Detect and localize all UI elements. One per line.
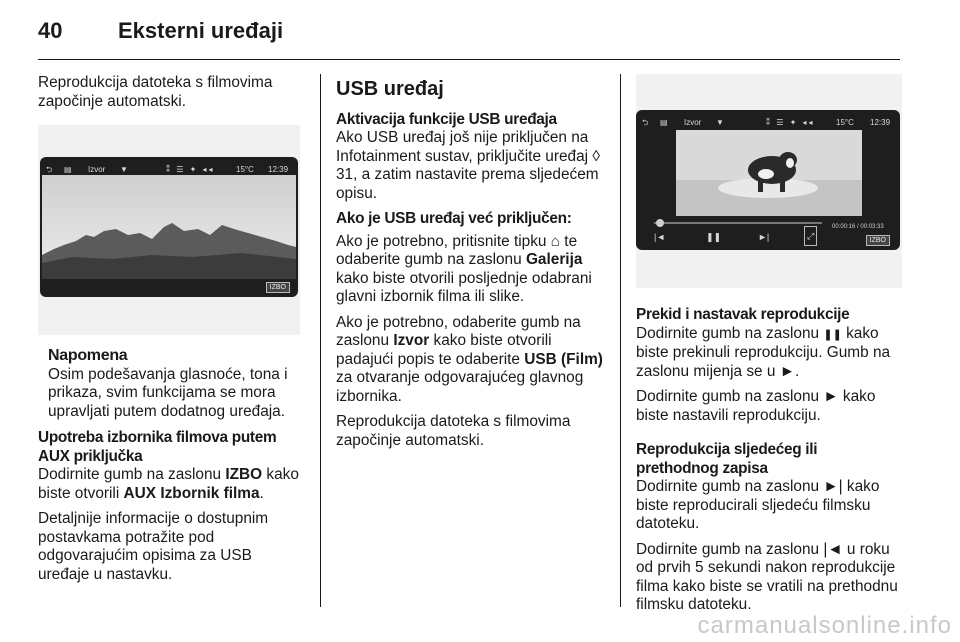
next-paragraph-2: Dodirnite gumb na zaslonu |◄ u roku od prvih 5 sekundi nakon reprodukcije filma kako biste se vratili na prethodnu filmsku datoteku.	[636, 540, 898, 613]
activate-heading: Aktivacija funkcije USB uređaja	[336, 110, 557, 128]
connected-paragraph-1: Ako je potrebno, pritisnite tipku ⌂ te odaberite gumb na zaslonu Galerija kako biste otvorili posljednje odabrani glavni izbornik filma ili slike.	[336, 232, 592, 305]
intro-text: Reprodukcija datoteka s filmovima započinje automatski.	[38, 74, 273, 110]
chevron-down-icon: ▼	[120, 165, 128, 174]
activate-text: Ako USB uređaj još nije priključen na Infotainment sustav, priključite uređaj ◊ 31, a zatim nastavite prema sljedećem opisu.	[336, 129, 600, 202]
previous-track-icon: |◄	[823, 540, 843, 558]
fullscreen-icon[interactable]: ⤢	[804, 226, 817, 247]
next-heading: Reprodukcija sljedećeg ili prethodnog zapisa	[636, 441, 818, 477]
infotainment-screen	[40, 157, 298, 297]
screenshot-aux	[38, 125, 300, 335]
status-icons: ⁑ ☰ ✦ ◂◂	[166, 165, 215, 174]
izbo-button[interactable]: IZBO	[266, 282, 290, 293]
temperature: 15°C	[236, 165, 254, 174]
column-divider-2	[620, 74, 621, 607]
progress-knob[interactable]	[656, 219, 664, 227]
pause-heading: Prekid i nastavak reprodukcije	[636, 306, 850, 323]
section-title: USB uređaj	[336, 78, 444, 100]
clock: 12:39	[870, 118, 891, 127]
gallery-icon: ▤	[660, 118, 668, 127]
gallery-icon: ▤	[64, 165, 72, 174]
next-track-icon: ►|	[823, 478, 843, 495]
column-divider-1	[320, 74, 321, 607]
next-track-icon[interactable]: ►|	[758, 231, 770, 242]
source-label: Izvor	[88, 165, 106, 174]
aux-paragraph-1: Dodirnite gumb na zaslonu IZBO kako biste otvorili AUX Izbornik filma.	[38, 466, 299, 502]
header-rule	[38, 59, 900, 60]
note-box	[38, 347, 306, 421]
column-2	[336, 74, 606, 457]
next-paragraph-1: Dodirnite gumb na zaslonu ►| kako biste reproducirali sljedeću filmsku datoteku.	[636, 478, 880, 532]
page-number: 40	[38, 18, 63, 43]
progress-track[interactable]	[654, 222, 822, 224]
timecode: 00:00:16 / 00:03:33	[832, 224, 884, 230]
connected-paragraph-3: Reprodukcija datoteka s filmovima započinje automatski.	[336, 413, 571, 449]
back-icon: ⮌	[46, 165, 53, 174]
note-title: Napomena	[48, 347, 128, 364]
dog-video-frame	[676, 130, 862, 216]
screen-topbar-film	[636, 110, 900, 128]
playback-controls	[636, 230, 900, 250]
page-header	[0, 0, 960, 60]
previous-track-icon[interactable]: |◄	[654, 231, 666, 242]
screen-bottombar	[40, 277, 298, 297]
pause-paragraph-1: Dodirnite gumb na zaslonu ❚❚ kako biste prekinuli reprodukciju. Gumb na zaslonu mijenja se u ►.	[636, 324, 891, 380]
pause-paragraph-2: Dodirnite gumb na zaslonu ► kako biste nastavili reprodukciju.	[636, 388, 876, 424]
pause-icon[interactable]: ❚❚	[706, 231, 722, 242]
source-label: Izvor	[684, 118, 702, 127]
izbo-button[interactable]: IZBO	[866, 235, 890, 246]
column-1	[38, 74, 306, 591]
connected-heading: Ako je USB uređaj već priključen:	[336, 210, 572, 227]
page-title: Eksterni uređaji	[118, 18, 284, 43]
play-icon: ►	[779, 362, 795, 380]
home-icon: ⌂	[550, 232, 561, 250]
chevron-down-icon: ▼	[716, 118, 724, 127]
mountain-image	[42, 175, 296, 279]
watermark: carmanualsonline.info	[697, 612, 952, 639]
aux-paragraph-2: Detaljnije informacije o dostupnim postavkama potražite pod odgovarajućim opisima za USB uređaje u nastavku.	[38, 510, 269, 583]
pause-icon: ❚❚	[823, 328, 842, 341]
clock: 12:39	[268, 165, 289, 174]
back-icon: ⮌	[642, 118, 649, 127]
infotainment-screen-film	[636, 110, 900, 250]
connected-paragraph-2: Ako je potrebno, odaberite gumb na zaslonu Izvor kako biste otvorili padajući popis te odaberite USB (Film) za otvaranje odgovarajućeg glavnog izbornika.	[336, 313, 603, 405]
screenshot-usb-film	[636, 74, 902, 288]
note-text: Osim podešavanja glasnoće, tona i prikaza, svim funkcijama se mora upravljati putem dodatnog uređaja.	[48, 365, 288, 420]
screen-topbar	[40, 157, 298, 175]
status-icons: ⁑ ☰ ✦ ◂◂	[766, 118, 815, 127]
temperature: 15°C	[836, 118, 854, 127]
aux-heading: Upotreba izbornika filmova putem AUX priključka	[38, 429, 277, 465]
column-3	[636, 74, 902, 622]
play-icon: ►	[823, 388, 839, 405]
